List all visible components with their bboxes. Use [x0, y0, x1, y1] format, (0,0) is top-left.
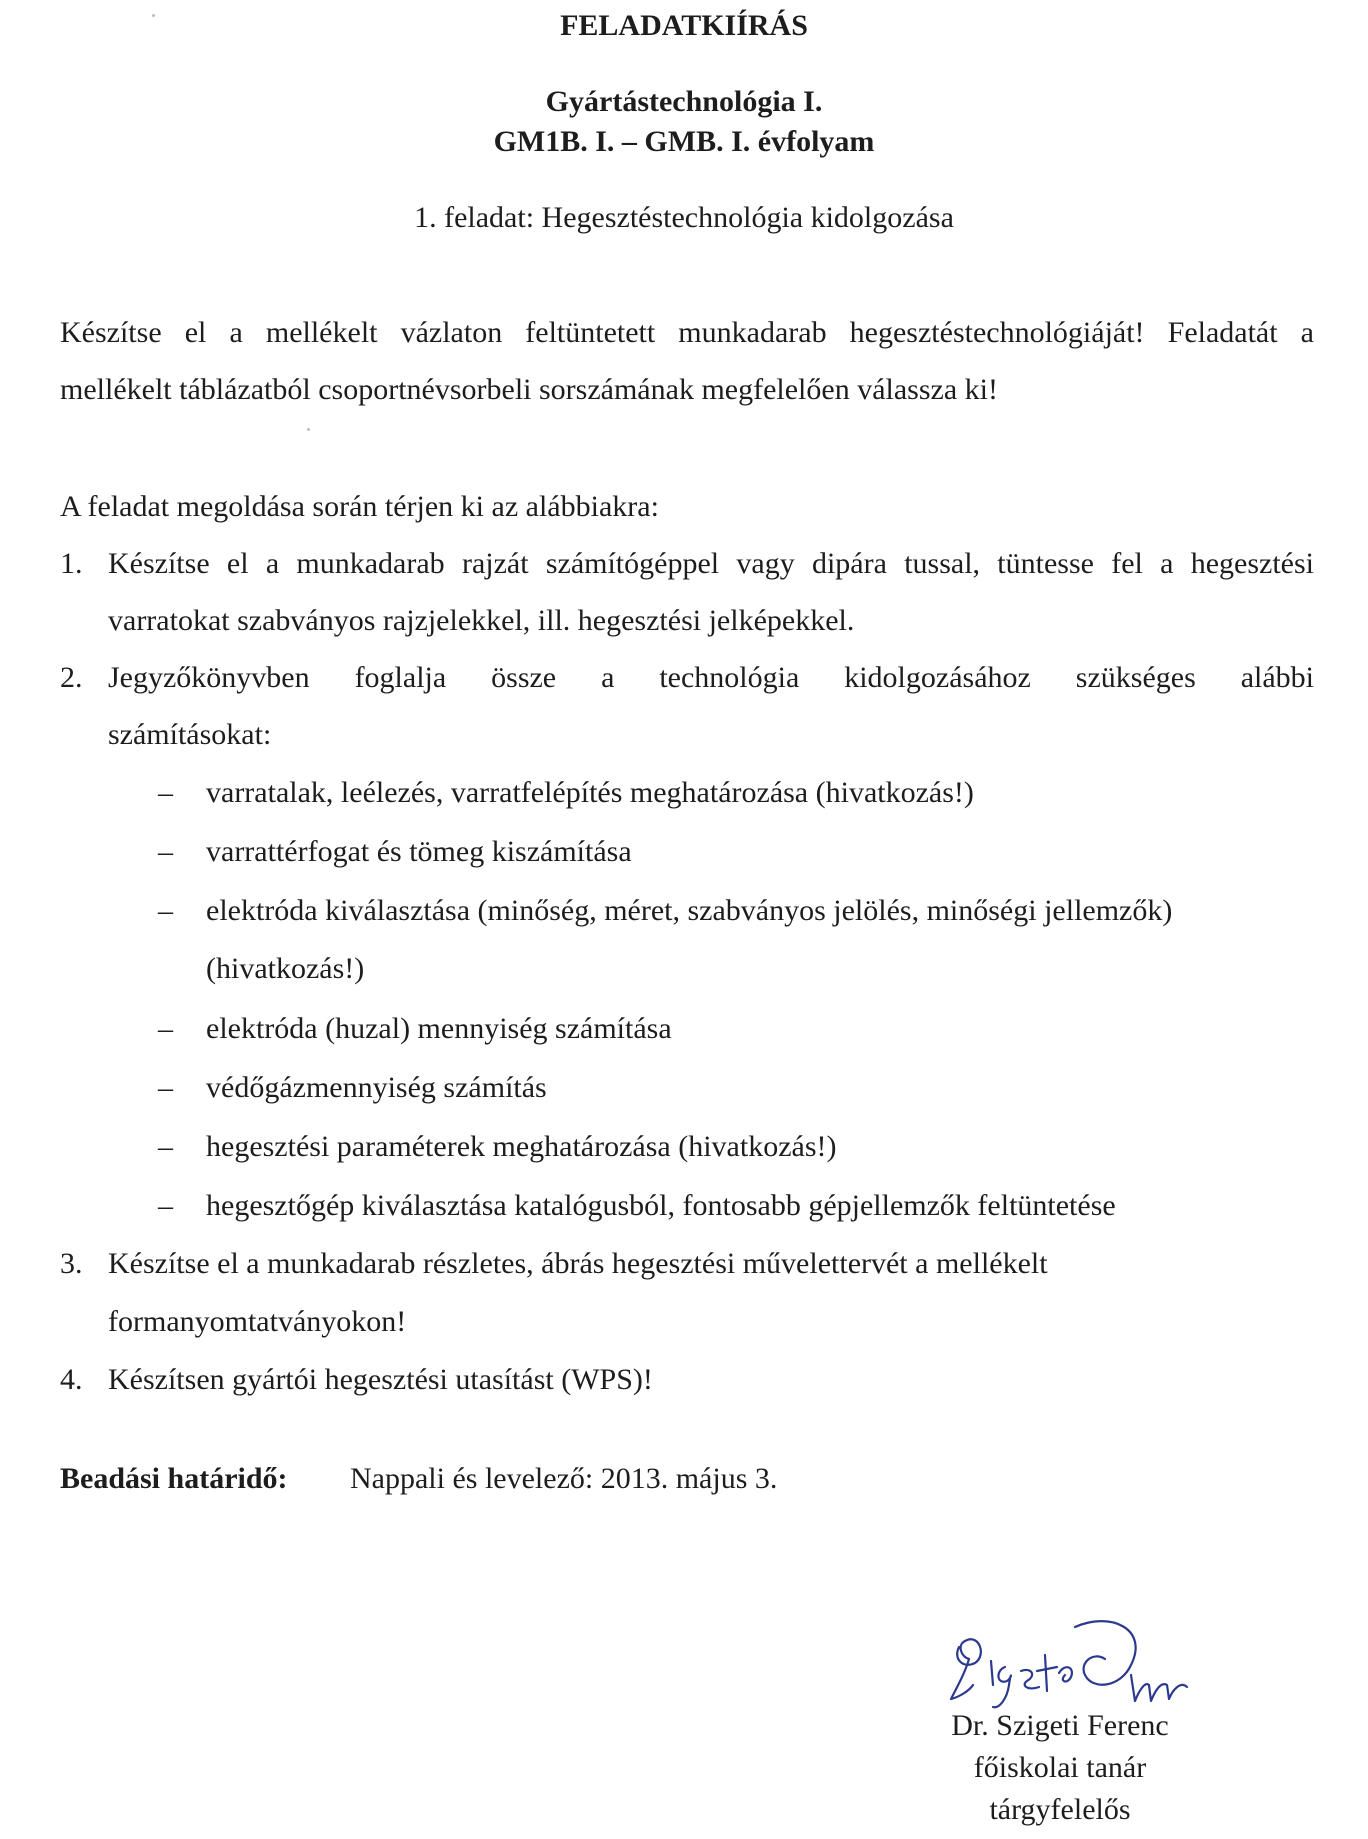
signatory-name: Dr. Szigeti Ferenc [951, 1709, 1169, 1742]
item-2-line-1: Jegyzőkönyvben foglalja össze a technológia kidolgozásához szükséges alábbi [108, 661, 1314, 694]
subitem-dash: – [158, 776, 173, 809]
subitem-dash: – [158, 1130, 173, 1163]
scan-speck [307, 428, 310, 431]
item-2-line-2: számításokat: [108, 718, 272, 751]
item-1-line-1: Készítse el a munkadarab rajzát számítógéppel vagy dipára tussal, tüntesse fel a hegesztési [108, 547, 1314, 580]
item-number: 2. [60, 661, 83, 694]
subject-title: Gyártástechnológia I. [545, 85, 823, 118]
item-number: 1. [60, 547, 83, 580]
subitem-dash: – [158, 1071, 173, 1104]
item-4-line-1: Készítsen gyártói hegesztési utasítást (WPS)! [108, 1363, 653, 1396]
subitem-dash: – [158, 1012, 173, 1045]
deadline-value: Nappali és levelező: 2013. május 3. [350, 1462, 778, 1495]
task-title: 1. feladat: Hegesztéstechnológia kidolgozása [414, 201, 954, 234]
subitem-dash: – [158, 1189, 173, 1222]
item-3-line-1: Készítse el a munkadarab részletes, ábrás hegesztési művelettervét a mellékelt [108, 1247, 1048, 1280]
deadline-label: Beadási határidő: [60, 1462, 288, 1495]
item-3-line-2: formanyomtatványokon! [108, 1305, 407, 1338]
subitem-text: védőgázmennyiség számítás [206, 1071, 547, 1104]
subitem-continuation: (hivatkozás!) [206, 952, 365, 985]
subitem-text: varrattérfogat és tömeg kiszámítása [206, 835, 632, 868]
subitem-dash: – [158, 894, 173, 927]
intro-line-1: Készítse el a mellékelt vázlaton feltüntetett munkadarab hegesztéstechnológiáját! Feladatát a [60, 316, 1314, 349]
lead-text: A feladat megoldása során térjen ki az alábbiakra: [60, 490, 659, 523]
item-1-line-2: varratokat szabványos rajzjelekkel, ill. hegesztési jelképekkel. [108, 604, 855, 637]
document-title: FELADATKIÍRÁS [560, 9, 808, 42]
item-number: 4. [60, 1363, 83, 1396]
signatory-role: tárgyfelelős [989, 1793, 1131, 1826]
subitem-text: hegesztőgép kiválasztása katalógusból, fontosabb gépjellemzők feltüntetése [206, 1189, 1116, 1222]
subitem-text: hegesztési paraméterek meghatározása (hivatkozás!) [206, 1130, 837, 1163]
subitem-dash: – [158, 835, 173, 868]
subitem-text: varratalak, leélezés, varratfelépítés meghatározása (hivatkozás!) [206, 776, 974, 809]
signatory-title: főiskolai tanár [973, 1751, 1147, 1784]
intro-line-2: mellékelt táblázatból csoportnévsorbeli sorszámának megfelelően válassza ki! [60, 373, 998, 406]
item-number: 3. [60, 1247, 83, 1280]
cohort-line: GM1B. I. – GMB. I. évfolyam [493, 125, 875, 158]
subitem-text: elektróda (huzal) mennyiség számítása [206, 1012, 672, 1045]
subitem-text: elektróda kiválasztása (minőség, méret, szabványos jelölés, minőségi jellemzők) [206, 894, 1173, 927]
